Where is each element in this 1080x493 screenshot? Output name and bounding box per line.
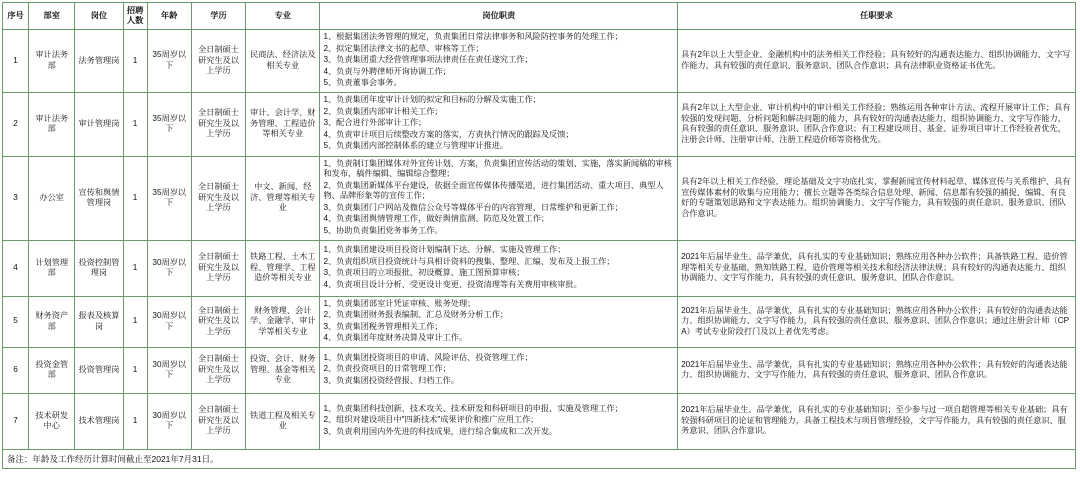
table-row [3, 393, 1076, 449]
duty-item: 3、负责利用国内外先进的科技成果，进行综合集成和二次开发。 [323, 426, 558, 436]
cell-requirements: 具有2年以上相关工作经验，理论基础及文字功底扎实，掌握新闻宣传材料起草、媒体宣传与关系维护、具有宣传媒体素材的收集与应用能力；擅长立题等各类综合信息处理、新闻、信息都有较强的捕捉、编辑、有良好的专题策划思路和文字表达能力。组织协调能力、文字写作能力，具有较强的责任意识、服务意识、团队合作意识。 [678, 156, 1076, 240]
duty-item: 2、负责集团财务报表编制、汇总及财务分析工作； [323, 310, 509, 319]
cell-duties [320, 347, 678, 393]
cell-education: 全日制硕士研究生及以上学历 [191, 240, 245, 296]
duty-item: 3、负责集团门户网站及微信公众号等媒体平台的内容管理、日常维护和更新工作； [323, 202, 623, 212]
cell-major: 中文、新闻、经济、管理等相关专业 [246, 156, 320, 240]
cell-education: 全日制硕士研究生及以上学历 [191, 92, 245, 156]
duty-item: 3、负责集团重大经营管理事项法律责任在责任遂究工作； [323, 55, 533, 64]
duty-item: 2、负责集团新媒体平台建设，依据全面宣传媒体传播渠道，进行集团活动、重大项目、典型人物、品牌形象等的宣传工作； [323, 180, 664, 201]
recruitment-table [2, 2, 1076, 450]
cell-requirements: 2021年后届毕业生、品学兼优，具有扎实的专业基础知识；熟练应用各种办公软件；具有较好的沟通表达能力、组织协调能力、文字写作能力，具有较强的责任意识、服务意识、团队合作意识。 [678, 347, 1076, 393]
cell-num: 7 [3, 393, 29, 449]
cell-hire: 1 [123, 156, 147, 240]
duty-item: 3、配合进行外部审计工作； [323, 118, 427, 128]
header-age: 年龄 [147, 3, 191, 30]
cell-duties [320, 393, 678, 449]
cell-education: 全日制硕士研究生及以上学历 [191, 156, 245, 240]
duty-item: 5、协助负责集团党务事务工作。 [323, 225, 443, 235]
cell-major: 审计、会计学、财务管理、工程造价等相关专业 [246, 92, 320, 156]
cell-post: 宣传和舆情管理岗 [75, 156, 123, 240]
duty-item: 2、负责投资项目的日常管理工作； [323, 364, 451, 374]
cell-num: 4 [3, 240, 29, 296]
table-row [3, 296, 1076, 347]
cell-age: 35周岁以下 [147, 92, 191, 156]
duty-item: 4、负责集团舆情管理工作，做好舆情监测、防范及处置工作； [323, 214, 550, 224]
cell-dept: 财务资产部 [29, 296, 75, 347]
cell-age: 30周岁以下 [147, 393, 191, 449]
cell-num: 1 [3, 30, 29, 93]
cell-major: 铁道工程及相关专业 [246, 393, 320, 449]
duty-item: 1、负责制订集团媒体对外宣传计划、方案，负责集团宣传活动的策划、实施，落实新闻稿的审核和发布，稿件编辑、编辑综合整理； [323, 158, 672, 179]
header-dept: 部室 [29, 3, 75, 30]
cell-major: 铁路工程、土木工程、管理学、工程造价等相关专业 [246, 240, 320, 296]
cell-education: 全日制硕士研究生及以上学历 [191, 347, 245, 393]
duty-item: 4、负责集团年度财务决算及审计工作。 [323, 333, 468, 342]
duty-item: 4、负责项目设计分析、受更设计变更、投资清理等有关费用审核审批。 [323, 279, 582, 289]
cell-age: 30周岁以下 [147, 347, 191, 393]
cell-duties [320, 240, 678, 296]
table-body [3, 30, 1076, 450]
cell-requirements: 2021年后届毕业生、品学兼优，具有扎实的专业基础知识；至少参与过一项自超管理等相关专业基础；具有较强科研项目的论证和管理能力，具备工程技术与项目管理经验，文字写作能力，具有较强的责任意识、服务意识、团队合作意识。 [678, 393, 1076, 449]
cell-requirements: 2021年后届毕业生、品学兼优，具有扎实的专业基础知识；熟练应用各种办公软件；具有较好的沟通表达能力、组织协调能力、文字写作能力，具有较强的责任意识、服务意识、团队合作意识；通过注册会计师（CPA）考试专业阶段打门及以上者优先考虑。 [678, 296, 1076, 347]
cell-num: 3 [3, 156, 29, 240]
cell-dept: 技术研发中心 [29, 393, 75, 449]
duty-item: 2、负责集团内部审计相关工作； [323, 106, 443, 116]
cell-hire: 1 [123, 240, 147, 296]
table-row [3, 347, 1076, 393]
cell-major: 财务管理、会计学、金融学、审计学等相关专业 [246, 296, 320, 347]
table-row [3, 240, 1076, 296]
cell-post: 技术管理岗 [75, 393, 123, 449]
cell-hire: 1 [123, 393, 147, 449]
cell-post: 法务管理岗 [75, 30, 123, 93]
cell-dept: 审计法务部 [29, 30, 75, 93]
cell-dept: 办公室 [29, 156, 75, 240]
cell-major: 民商法、经济法及相关专业 [246, 30, 320, 93]
cell-education: 全日制硕士研究生及以上学历 [191, 30, 245, 93]
cell-num: 2 [3, 92, 29, 156]
cell-num: 6 [3, 347, 29, 393]
duty-item: 1、负责集团科技创新、技术攻关、技术研发和科研项目的申报、实施及管理工作； [323, 403, 623, 413]
header-requirements: 任职要求 [678, 3, 1076, 30]
cell-post: 投资管理岗 [75, 347, 123, 393]
cell-education: 全日制硕士研究生及以上学历 [191, 393, 245, 449]
cell-hire: 1 [123, 30, 147, 93]
cell-hire: 1 [123, 92, 147, 156]
duty-item: 1、负责集团建设项目投资计划编制下达、分解、实施及管理工作； [323, 245, 566, 254]
header-duties: 岗位职责 [320, 3, 678, 30]
cell-post: 报表及核算岗 [75, 296, 123, 347]
cell-dept: 计划管理部 [29, 240, 75, 296]
cell-major: 投资、会计、财务管理、基金等相关专业 [246, 347, 320, 393]
duty-item: 1、负责集团部室计凭证审核、账务处理； [323, 298, 476, 308]
table-row [3, 30, 1076, 93]
cell-duties [320, 156, 678, 240]
cell-requirements: 2021年后届毕业生、品学兼优，具有扎实的专业基础知识；熟练应用各种办公软件；具备铁路工程、造价管理等相关专业基础，熟知铁路工程、造价管理等相关技术和经济法律法规；具有较好的沟通表达能力、组织协调能力、文字写作能力，具有较强的责任意识、服务意识、团队合作意识。 [678, 240, 1076, 296]
cell-dept: 投资金管部 [29, 347, 75, 393]
cell-post: 审计管理岗 [75, 92, 123, 156]
cell-hire: 1 [123, 347, 147, 393]
duty-item: 3、负责集团税务管理相关工作； [323, 321, 443, 331]
duty-item: 1、根据集团法务管理的规定，负责集团日常法律事务和风险防控事务的处理工作； [323, 32, 623, 41]
cell-duties [320, 92, 678, 156]
cell-duties [320, 30, 678, 93]
table-row [3, 156, 1076, 240]
table-row [3, 92, 1076, 156]
cell-age: 35周岁以下 [147, 156, 191, 240]
duty-item: 1、负责集团年度审计计划的拟定和目标的分解及实施工作； [323, 95, 541, 105]
table-footnote: 备注：年龄及工作经历计算时间截止至2021年7月31日。 [2, 450, 1076, 469]
duty-item: 5、负责集团内部控制体系的建立与管理审计推进。 [323, 141, 509, 151]
header-hire-count: 招聘人数 [123, 3, 147, 30]
header-major: 专业 [246, 3, 320, 30]
header-row [3, 3, 1076, 30]
duty-item: 4、负责审计项目后续整改方案的落实，方责执行情况的跟踪及反馈； [323, 129, 574, 139]
duty-item: 2、拟定集团法律文书的起草、审核等工作； [323, 43, 484, 53]
cell-requirements: 具有2年以上大型企业、金融机构中的法务相关工作经验；具有较好的沟通表达能力、组织协调能力、文字写作能力，具有较强的责任意识、服务意识、团队合作意识；具有法律职业资格证书优先。 [678, 30, 1076, 93]
cell-age: 30周岁以下 [147, 296, 191, 347]
cell-age: 35周岁以下 [147, 30, 191, 93]
cell-education: 全日制硕士研究生及以上学历 [191, 296, 245, 347]
header-num: 序号 [3, 3, 29, 30]
header-education: 学历 [191, 3, 245, 30]
cell-num: 5 [3, 296, 29, 347]
header-post: 岗位 [75, 3, 123, 30]
duty-item: 1、负责集团投资项目的申请、风险评估、投资管理工作； [323, 352, 533, 362]
cell-post: 投资控制管理岗 [75, 240, 123, 296]
cell-dept: 审计法务部 [29, 92, 75, 156]
cell-duties [320, 296, 678, 347]
table-header [3, 3, 1076, 30]
cell-requirements: 具有2年以上大型企业、审计机构中的审计相关工作经验；熟练运用各种审计方法、流程开展审计工作；具有较强的发现问题、分析问题和解决问题的能力，具有较好的沟通表达能力、组织协调能力、文字写作能力，具有较强的责任意识、服务意识、团队合作意识；有工程建设项目、基金、证券项目审计工作经验者优先，注册会计师、注册审计师、注册工程造价师等资格优先。 [678, 92, 1076, 156]
duty-item: 2、组织对建设项目中"四新技术"成果评价和推广应用工作； [323, 415, 539, 425]
duty-item: 5、负责董事会事务。 [323, 78, 402, 87]
cell-hire: 1 [123, 296, 147, 347]
duty-item: 4、负责与外聘律师开询协调工作； [323, 66, 451, 76]
cell-age: 30周岁以下 [147, 240, 191, 296]
duty-item: 2、负责组织项目投资统计与具相计资料的搜集、整理、汇编、发布及上报工作； [323, 256, 615, 266]
duty-item: 3、负责集团投资经营报、归档工作。 [323, 375, 459, 385]
duty-item: 3、负责项目的立项报批、初设概算、施工图预算审核； [323, 268, 525, 277]
